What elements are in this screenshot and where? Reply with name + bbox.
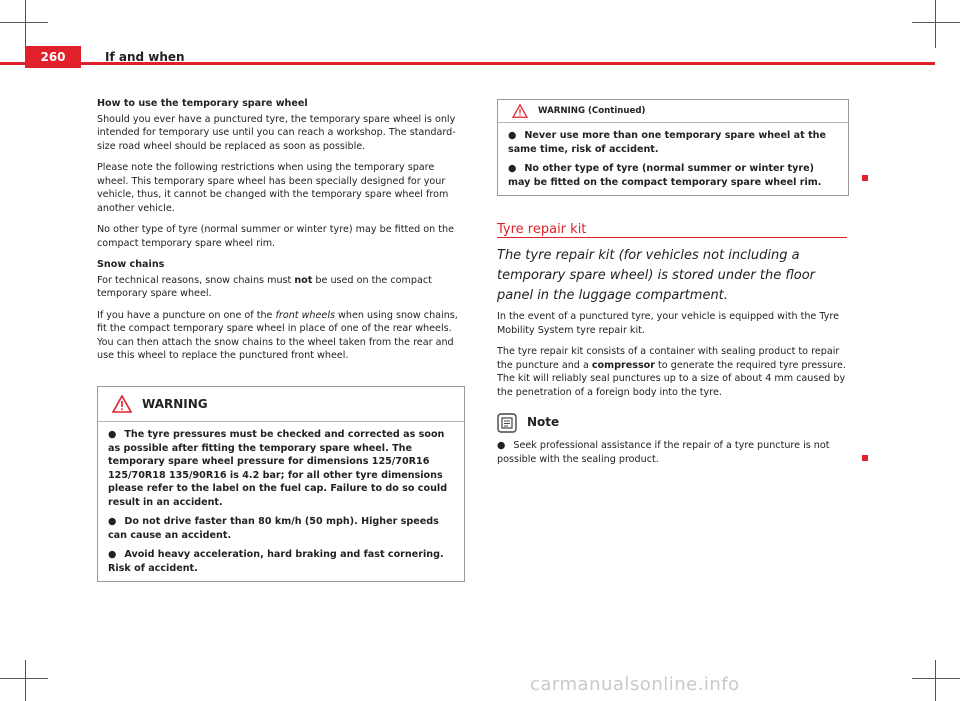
crop-mark bbox=[25, 660, 26, 701]
crop-mark bbox=[912, 22, 960, 23]
right-column bbox=[497, 310, 847, 474]
crop-mark bbox=[0, 22, 48, 23]
crop-mark bbox=[935, 0, 936, 48]
paragraph: Should you ever have a punctured tyre, the temporary spare wheel is only intended for temporary use until you can reach a workshop. The standard-size road wheel should be replaced as soon as possible. bbox=[97, 113, 456, 152]
warning-header bbox=[98, 387, 464, 422]
warning-item: ● No other type of tyre (normal summer or winter tyre) may be fitted on the compact temporary spare wheel rim. bbox=[508, 163, 822, 188]
warning-item: ● Avoid heavy acceleration, hard braking and fast cornering. Risk of accident. bbox=[108, 549, 444, 574]
snow-chains-heading: Snow chains bbox=[97, 259, 165, 270]
section-rule bbox=[497, 237, 847, 238]
left-column bbox=[97, 97, 463, 371]
section-title: Tyre repair kit bbox=[497, 222, 587, 237]
warning-continued-box bbox=[497, 99, 849, 196]
note-item: ● Seek professional assistance if the repair of a tyre puncture is not possible with the sealing product. bbox=[497, 440, 830, 465]
crop-mark bbox=[25, 0, 26, 48]
section-end-mark bbox=[862, 175, 868, 181]
paragraph: In the event of a punctured tyre, your vehicle is equipped with the Tyre Mobility System tyre repair kit. bbox=[497, 311, 840, 336]
spare-wheel-heading: How to use the temporary spare wheel bbox=[97, 98, 308, 109]
warning-body bbox=[98, 422, 464, 581]
warning-triangle-icon bbox=[112, 395, 132, 413]
crop-mark bbox=[912, 678, 960, 679]
warning-item: ● Do not drive faster than 80 km/h (50 mph). Higher speeds can cause an accident. bbox=[108, 516, 439, 541]
warning-item: ● The tyre pressures must be checked and corrected as soon as possible after fitting the temporary spare wheel. The temporary spare wheel pressure for dimensions 125/70R16 125/70R18 135/90R16 is 4.2 bar; for all other tyre dimensions please refer to the label on the fuel cap. Failure to do so could result in an accident. bbox=[108, 429, 448, 508]
warning-triangle-icon bbox=[512, 104, 528, 118]
note-icon bbox=[497, 413, 517, 433]
warning-continued-title: WARNING (Continued) bbox=[538, 106, 646, 116]
paragraph: For technical reasons, snow chains must not be used on the compact temporary spare wheel. bbox=[97, 274, 432, 299]
paragraph: No other type of tyre (normal summer or winter tyre) may be fitted on the compact temporary spare wheel rim. bbox=[97, 224, 455, 249]
crop-mark bbox=[0, 678, 48, 679]
lead-paragraph: The tyre repair kit (for vehicles not including a temporary spare wheel) is stored under the floor panel in the luggage compartment. bbox=[497, 248, 815, 303]
paragraph: Please note the following restrictions when using the temporary spare wheel. This temporary spare wheel has been specially designed for your vehicle, thus, it cannot be changed with the temporary spare wheel from another vehicle. bbox=[97, 162, 449, 214]
page-number: 260 bbox=[25, 46, 81, 68]
warning-box bbox=[97, 386, 465, 582]
section-end-mark bbox=[862, 455, 868, 461]
chapter-title: If and when bbox=[105, 50, 185, 64]
paragraph: If you have a puncture on one of the front wheels when using snow chains, fit the compact temporary spare wheel in place of one of the rear wheels. You can then attach the snow chains to the wheel taken from the rear and use this wheel to replace the punctured front wheel. bbox=[97, 309, 458, 361]
note-title: Note bbox=[527, 415, 560, 430]
warning-item: ● Never use more than one temporary spare wheel at the same time, risk of accident. bbox=[508, 130, 826, 155]
warning-continued-body bbox=[498, 123, 848, 195]
crop-mark bbox=[935, 660, 936, 701]
watermark: carmanualsonline.info bbox=[530, 674, 740, 695]
warning-title: WARNING bbox=[142, 397, 208, 411]
note-header bbox=[497, 413, 847, 433]
paragraph: The tyre repair kit consists of a container with sealing product to repair the puncture and a compressor to generate the required tyre pressure. The kit will reliably seal punctures up to a size of about 4 mm caused by the penetration of a foreign body into the tyre. bbox=[497, 346, 846, 398]
warning-continued-header bbox=[498, 100, 848, 123]
